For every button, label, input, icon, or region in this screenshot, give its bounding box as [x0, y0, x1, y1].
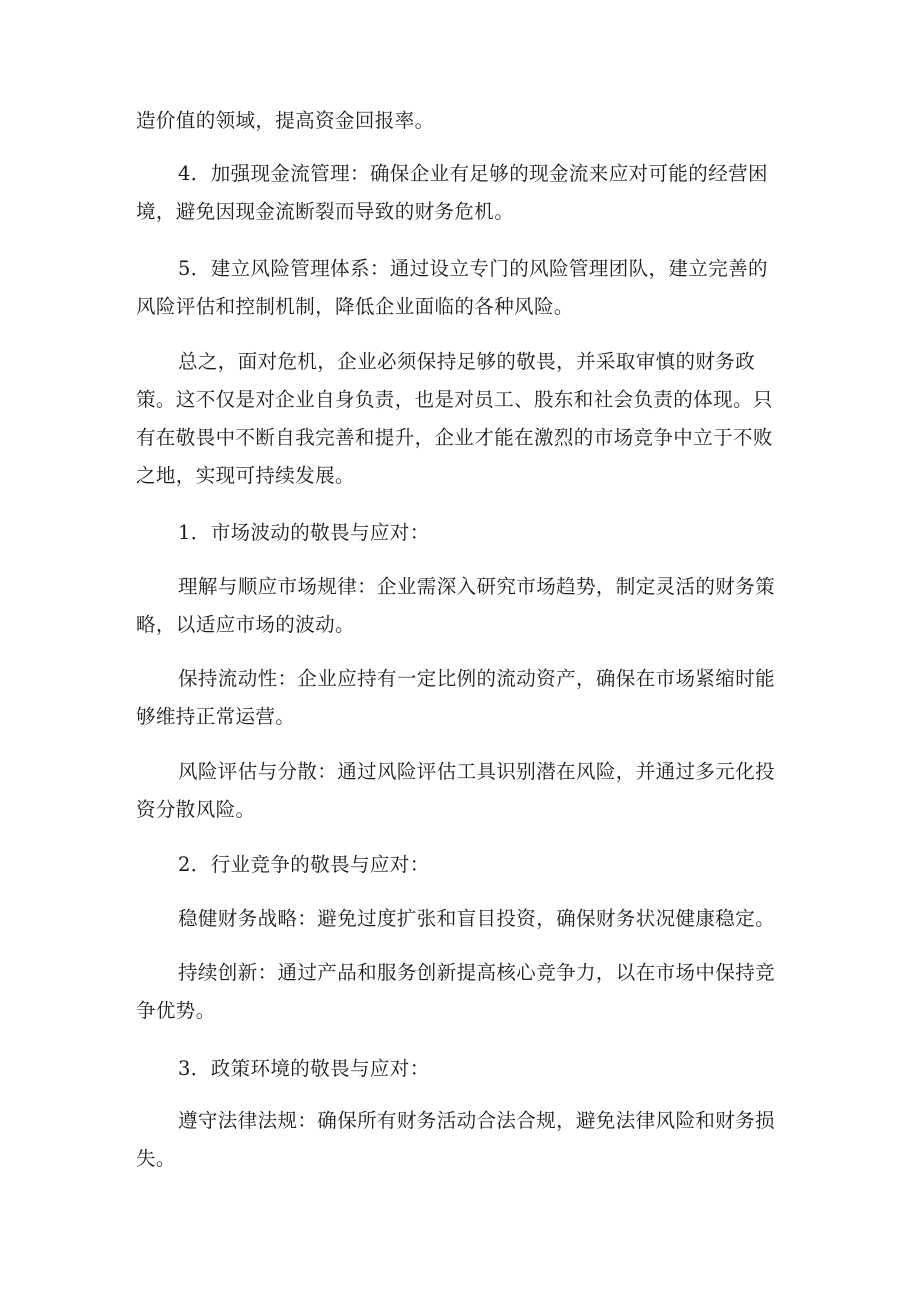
paragraph-legal-compliance: 遵守法律法规：确保所有财务活动合法合规，避免法律风险和财务损失。: [136, 1109, 776, 1170]
paragraph-innovation: 持续创新：通过产品和服务创新提高核心竞争力，以在市场中保持竞争优势。: [136, 961, 776, 1022]
heading-industry-competition: 2．行业竞争的敬畏与应对：: [178, 853, 430, 876]
paragraph-item-5: 5．建立风险管理体系：通过设立专门的风险管理团队，建立完善的风险评估和控制机制，降低企业面临的各种风险。: [136, 257, 768, 318]
paragraph-liquidity: 保持流动性：企业应持有一定比例的流动资产，确保在市场紧缩时能够维持正常运营。: [136, 667, 776, 728]
paragraph-risk-assessment: 风险评估与分散：通过风险评估工具识别潜在风险，并通过多元化投资分散风险。: [136, 760, 776, 821]
paragraph-market-rules: 理解与顺应市场规律：企业需深入研究市场趋势，制定灵活的财务策略，以适应市场的波动。: [136, 575, 776, 636]
paragraph-summary: 总之，面对危机，企业必须保持足够的敬畏，并采取审慎的财务政策。这不仅是对企业自身负责，也是对员工、股东和社会负责的体现。只有在敬畏中不断自我完善和提升，企业才能在激烈的市场竞争中立于不败之地，实现可持续发展。: [136, 350, 773, 487]
paragraph-continuation: 造价值的领域，提高资金回报率。: [136, 109, 435, 132]
heading-market-volatility: 1．市场波动的敬畏与应对：: [178, 521, 430, 544]
paragraph-financial-strategy: 稳健财务战略：避免过度扩张和盲目投资，确保财务状况健康稳定。: [178, 907, 776, 930]
paragraph-item-4: 4．加强现金流管理：确保企业有足够的现金流来应对可能的经营困境，避免因现金流断裂而导致的财务危机。: [136, 162, 768, 223]
heading-policy-environment: 3．政策环境的敬畏与应对：: [178, 1057, 430, 1080]
